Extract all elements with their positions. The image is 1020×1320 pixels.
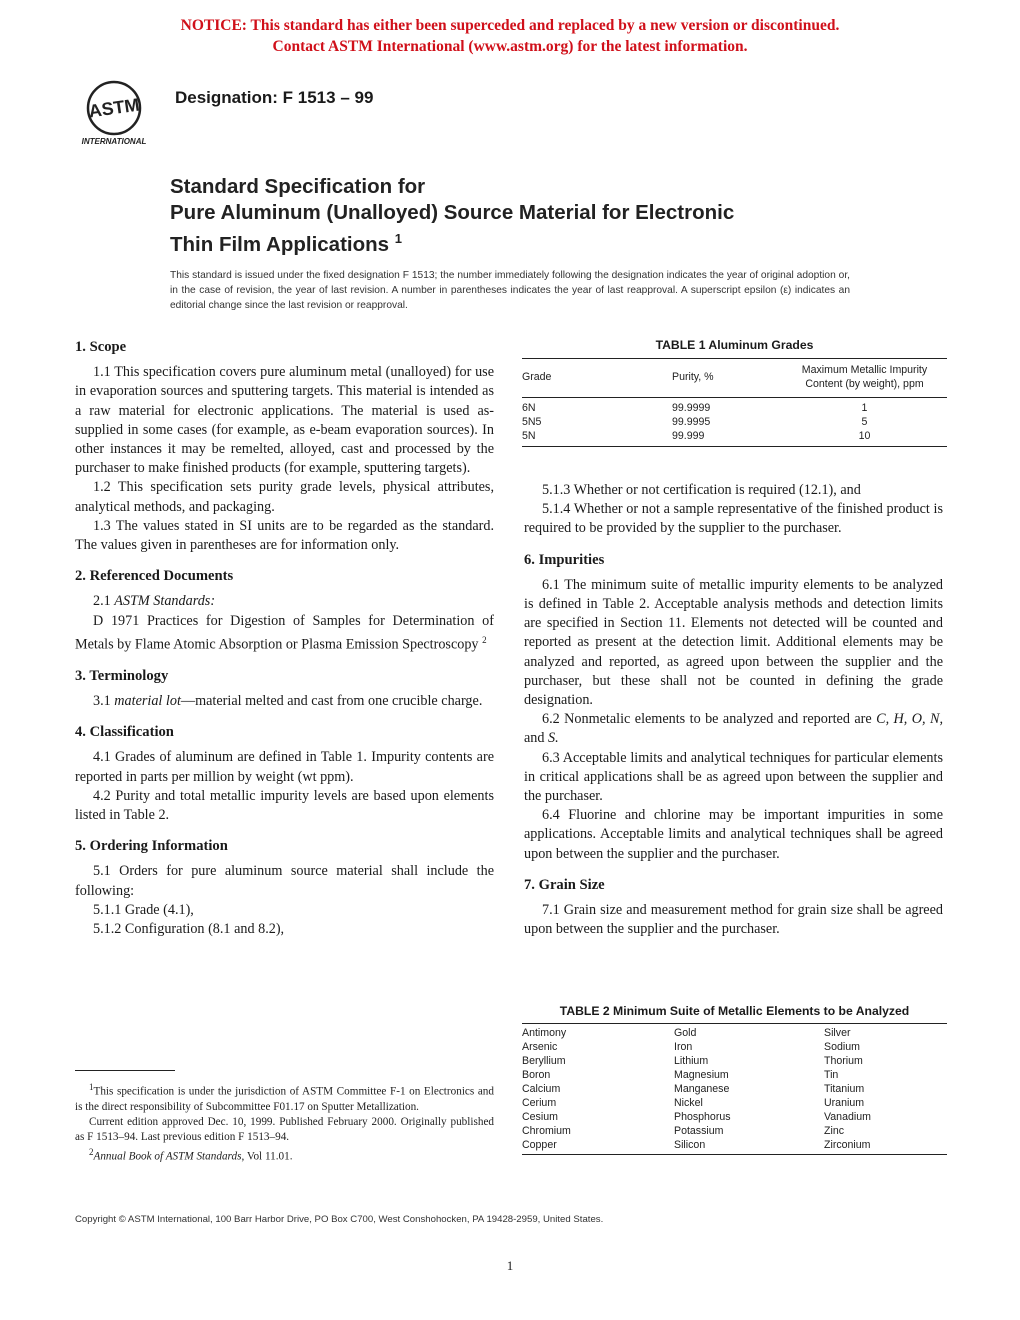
table-row — [522, 429, 947, 443]
table-2 — [522, 1004, 947, 1155]
astm-logo-icon — [68, 76, 160, 148]
element-cell: Calcium — [522, 1083, 561, 1095]
element-cell: Zinc — [824, 1125, 845, 1137]
logo-sub: INTERNATIONAL — [81, 137, 147, 146]
para-4-2: 4.2 Purity and total metallic impurity levels are based upon elements listed in Table 2. — [75, 787, 494, 823]
table-row — [522, 1026, 947, 1040]
element-cell: Tin — [824, 1069, 839, 1081]
element-cell: Sodium — [824, 1041, 860, 1053]
para-1-1: 1.1 This specification covers pure aluminum metal (unalloyed) for use in evaporation sources and sputtering targets. This material is intended as a raw material for electronic applications. The material is used as-supplied in some cases (for example, as e-beam evaporation sources). In other instances it may be remelted, alloyed, cast and processed by the purchaser to make finished products (for example, sputtering targets). — [75, 364, 494, 477]
issued-statement: This standard is issued under the fixed designation F 1513; the number immediately following the designation indicates the year of original adoption or, in the case of revision, the year of last revision. A number in parentheses indicates the year of last reapproval. A superscript epsilon (ε) indicates an editorial change since the last revision or reapproval. — [170, 270, 850, 311]
heading-terminology: 3. Terminology — [75, 667, 169, 684]
heading-classification: 4. Classification — [75, 724, 174, 741]
element-cell: Antimony — [522, 1027, 567, 1039]
element-cell: Thorium — [824, 1055, 863, 1067]
cell-purity: 99.9995 — [672, 416, 711, 428]
page-number: 1 — [506, 1258, 514, 1273]
heading-impurities: 6. Impurities — [524, 551, 605, 568]
para-6-2-elements: C, H, O, N, — [876, 711, 943, 728]
table-row — [522, 1110, 947, 1124]
table-1 — [522, 338, 947, 447]
cell-ppm: 1 — [861, 402, 868, 414]
element-cell: Cesium — [522, 1111, 558, 1123]
table-1-header — [522, 359, 947, 395]
para-1-3: 1.3 The values stated in SI units are to be regarded as the standard. The values given in parentheses are for information only. — [75, 517, 494, 554]
table-1-caption: TABLE 1 Aluminum Grades — [655, 338, 814, 352]
para-3-1-num: 3.1 — [93, 692, 111, 709]
para-2-1 — [75, 592, 494, 611]
title-line-1: Standard Specification for — [170, 175, 426, 198]
element-cell: Manganese — [674, 1083, 730, 1095]
element-cell: Cerium — [522, 1097, 557, 1109]
footnote-2 — [75, 1145, 494, 1165]
para-6-2-and: and — [524, 730, 545, 747]
cell-purity: 99.9999 — [672, 402, 711, 414]
element-cell: Silver — [824, 1027, 851, 1039]
element-cell: Vanadium — [824, 1111, 871, 1123]
element-cell: Boron — [522, 1069, 551, 1081]
element-cell: Zirconium — [824, 1139, 871, 1151]
table-row — [522, 1124, 947, 1138]
table-row — [522, 415, 947, 429]
cell-ppm: 5 — [861, 416, 868, 428]
cell-purity: 99.999 — [672, 430, 705, 442]
table-1-col-impurity — [782, 359, 947, 395]
document-title — [170, 174, 734, 258]
para-5-1: 5.1 Orders for pure aluminum source material shall include the following: — [75, 863, 494, 899]
table-row — [522, 1096, 947, 1110]
table-1-col-grade: Grade — [522, 371, 552, 383]
heading-ordering-information: 5. Ordering Information — [75, 838, 228, 855]
element-cell: Uranium — [824, 1097, 865, 1109]
element-cell: Nickel — [674, 1097, 703, 1109]
para-5-1-1: 5.1.1 Grade (4.1), — [93, 901, 194, 918]
cell-grade: 5N5 — [522, 416, 542, 428]
ref-d1971-footnote: 2 — [482, 634, 487, 645]
cell-grade: 6N — [522, 402, 536, 414]
table-row — [522, 1040, 947, 1054]
table-1-col-impurity-2: Content (by weight), ppm — [805, 378, 924, 390]
para-6-3: 6.3 Acceptable limits and analytical techniques for particular elements in critical applications shall be as agreed upon between the supplier and the purchaser. — [524, 749, 943, 805]
heading-scope: 1. Scope — [75, 339, 127, 355]
title-line-3: Thin Film Applications — [170, 232, 390, 256]
element-cell: Lithium — [674, 1055, 709, 1067]
footnote-1-ref: 1 — [89, 1082, 94, 1092]
element-cell: Beryllium — [522, 1055, 566, 1067]
para-3-1 — [75, 692, 494, 711]
term-material-lot: material lot — [114, 692, 181, 709]
para-4-1: 4.1 Grades of aluminum are defined in Table 1. Impurity contents are reported in parts per million by weight (wt ppm). — [75, 749, 494, 785]
para-7-1: 7.1 Grain size and measurement method for grain size shall be agreed upon between the supplier and the purchaser. — [524, 902, 943, 938]
heading-referenced-documents: 2. Referenced Documents — [75, 568, 234, 585]
element-cell: Gold — [674, 1027, 697, 1039]
table-2-caption: TABLE 2 Minimum Suite of Metallic Elements to be Analyzed — [559, 1004, 910, 1018]
para-5-1-2: 5.1.2 Configuration (8.1 and 8.2), — [93, 921, 285, 938]
heading-grain-size: 7. Grain Size — [524, 876, 605, 893]
title-line-2: Pure Aluminum (Unalloyed) Source Material for Electronic — [170, 201, 735, 224]
footnote-1b: Current edition approved Dec. 10, 1999. Published February 2000. Originally published as F 1513–94. Last previous edition F 1513–94. — [75, 1115, 494, 1143]
astm-logo — [68, 76, 160, 148]
footnote-2-ref: 2 — [89, 1146, 94, 1157]
table-row — [522, 1068, 947, 1082]
para-1-2: 1.2 This specification sets purity grade levels, physical attributes, analytical methods, and packaging. — [75, 479, 494, 515]
element-cell: Iron — [674, 1041, 693, 1053]
title-footnote-ref: 1 — [394, 231, 402, 246]
copyright: Copyright © ASTM International, 100 Barr Harbor Drive, PO Box C700, West Conshohocken, PA 19428-2959, United States. — [75, 1214, 604, 1225]
element-cell: Phosphorus — [674, 1111, 731, 1123]
element-cell: Titanium — [824, 1083, 865, 1095]
para-6-2 — [524, 710, 943, 748]
element-cell: Arsenic — [522, 1041, 558, 1053]
footnote-2-italic: Annual Book of ASTM Standards — [93, 1150, 242, 1163]
footnote-1 — [75, 1080, 494, 1115]
notice-line-1: NOTICE: This standard has either been superceded and replaced by a new version or discontinued. — [180, 17, 840, 34]
footnote-divider — [75, 1070, 175, 1071]
table-row — [522, 1138, 947, 1152]
notice-line-2: Contact ASTM International (www.astm.org) for the latest information. — [272, 38, 748, 55]
element-cell: Magnesium — [674, 1069, 729, 1081]
logo-text: ASTM — [87, 94, 141, 122]
para-5-1-4: 5.1.4 Whether or not a sample representative of the finished product is required to be provided by the supplier to the purchaser. — [524, 501, 943, 537]
designation: Designation: F 1513 – 99 — [175, 88, 374, 107]
para-2-1-num: 2.1 — [93, 593, 111, 610]
para-6-1: 6.1 The minimum suite of metallic impurity elements to be analyzed is defined in Table 2. Acceptable analysis methods and detection limits are specified in Section 11. Elements not detected will be counted and reported as present at the detection limit. Additional elements may be analyzed and reported, as agreed upon between the supplier and the purchaser, but these shall not be counted in defining the grade designation. — [524, 576, 943, 709]
ref-d1971: D 1971 Practices for Digestion of Samples for Determination of Metals by Flame Atomic Absorption or Plasma Emission Spectroscopy — [75, 612, 494, 653]
element-cell: Potassium — [674, 1125, 724, 1137]
right-column — [524, 481, 943, 939]
left-column — [75, 338, 494, 939]
table-row — [522, 401, 947, 415]
para-5-1-3: 5.1.3 Whether or not certification is required (12.1), and — [542, 482, 861, 498]
footnotes — [75, 1080, 494, 1164]
cell-ppm: 10 — [858, 430, 871, 442]
para-6-2-s: S. — [548, 730, 559, 747]
footnote-1-text: This specification is under the jurisdiction of ASTM Committee F-1 on Electronics and is the direct responsibility of Subcommittee F01.17 on Sputter Metallization. — [75, 1085, 494, 1113]
element-cell: Silicon — [674, 1139, 706, 1151]
element-cell: Chromium — [522, 1125, 571, 1137]
table-row — [522, 1082, 947, 1096]
para-6-2-a: 6.2 Nonmetalic elements to be analyzed and reported are — [542, 711, 872, 728]
table-1-col-purity: Purity, % — [672, 371, 714, 383]
para-2-1-italic: ASTM Standards: — [114, 593, 216, 610]
table-row — [522, 1054, 947, 1068]
element-cell: Copper — [522, 1139, 557, 1151]
cell-grade: 5N — [522, 430, 536, 442]
para-3-1-rest: —material melted and cast from one crucible charge. — [180, 692, 483, 709]
table-1-col-impurity-1: Maximum Metallic Impurity — [801, 364, 928, 376]
footnote-2-rest: , Vol 11.01. — [241, 1150, 293, 1163]
para-6-4: 6.4 Fluorine and chlorine may be important impurities in some applications. Acceptable limits and analytical techniques shall be agreed upon between the supplier and the purchaser. — [524, 807, 943, 862]
